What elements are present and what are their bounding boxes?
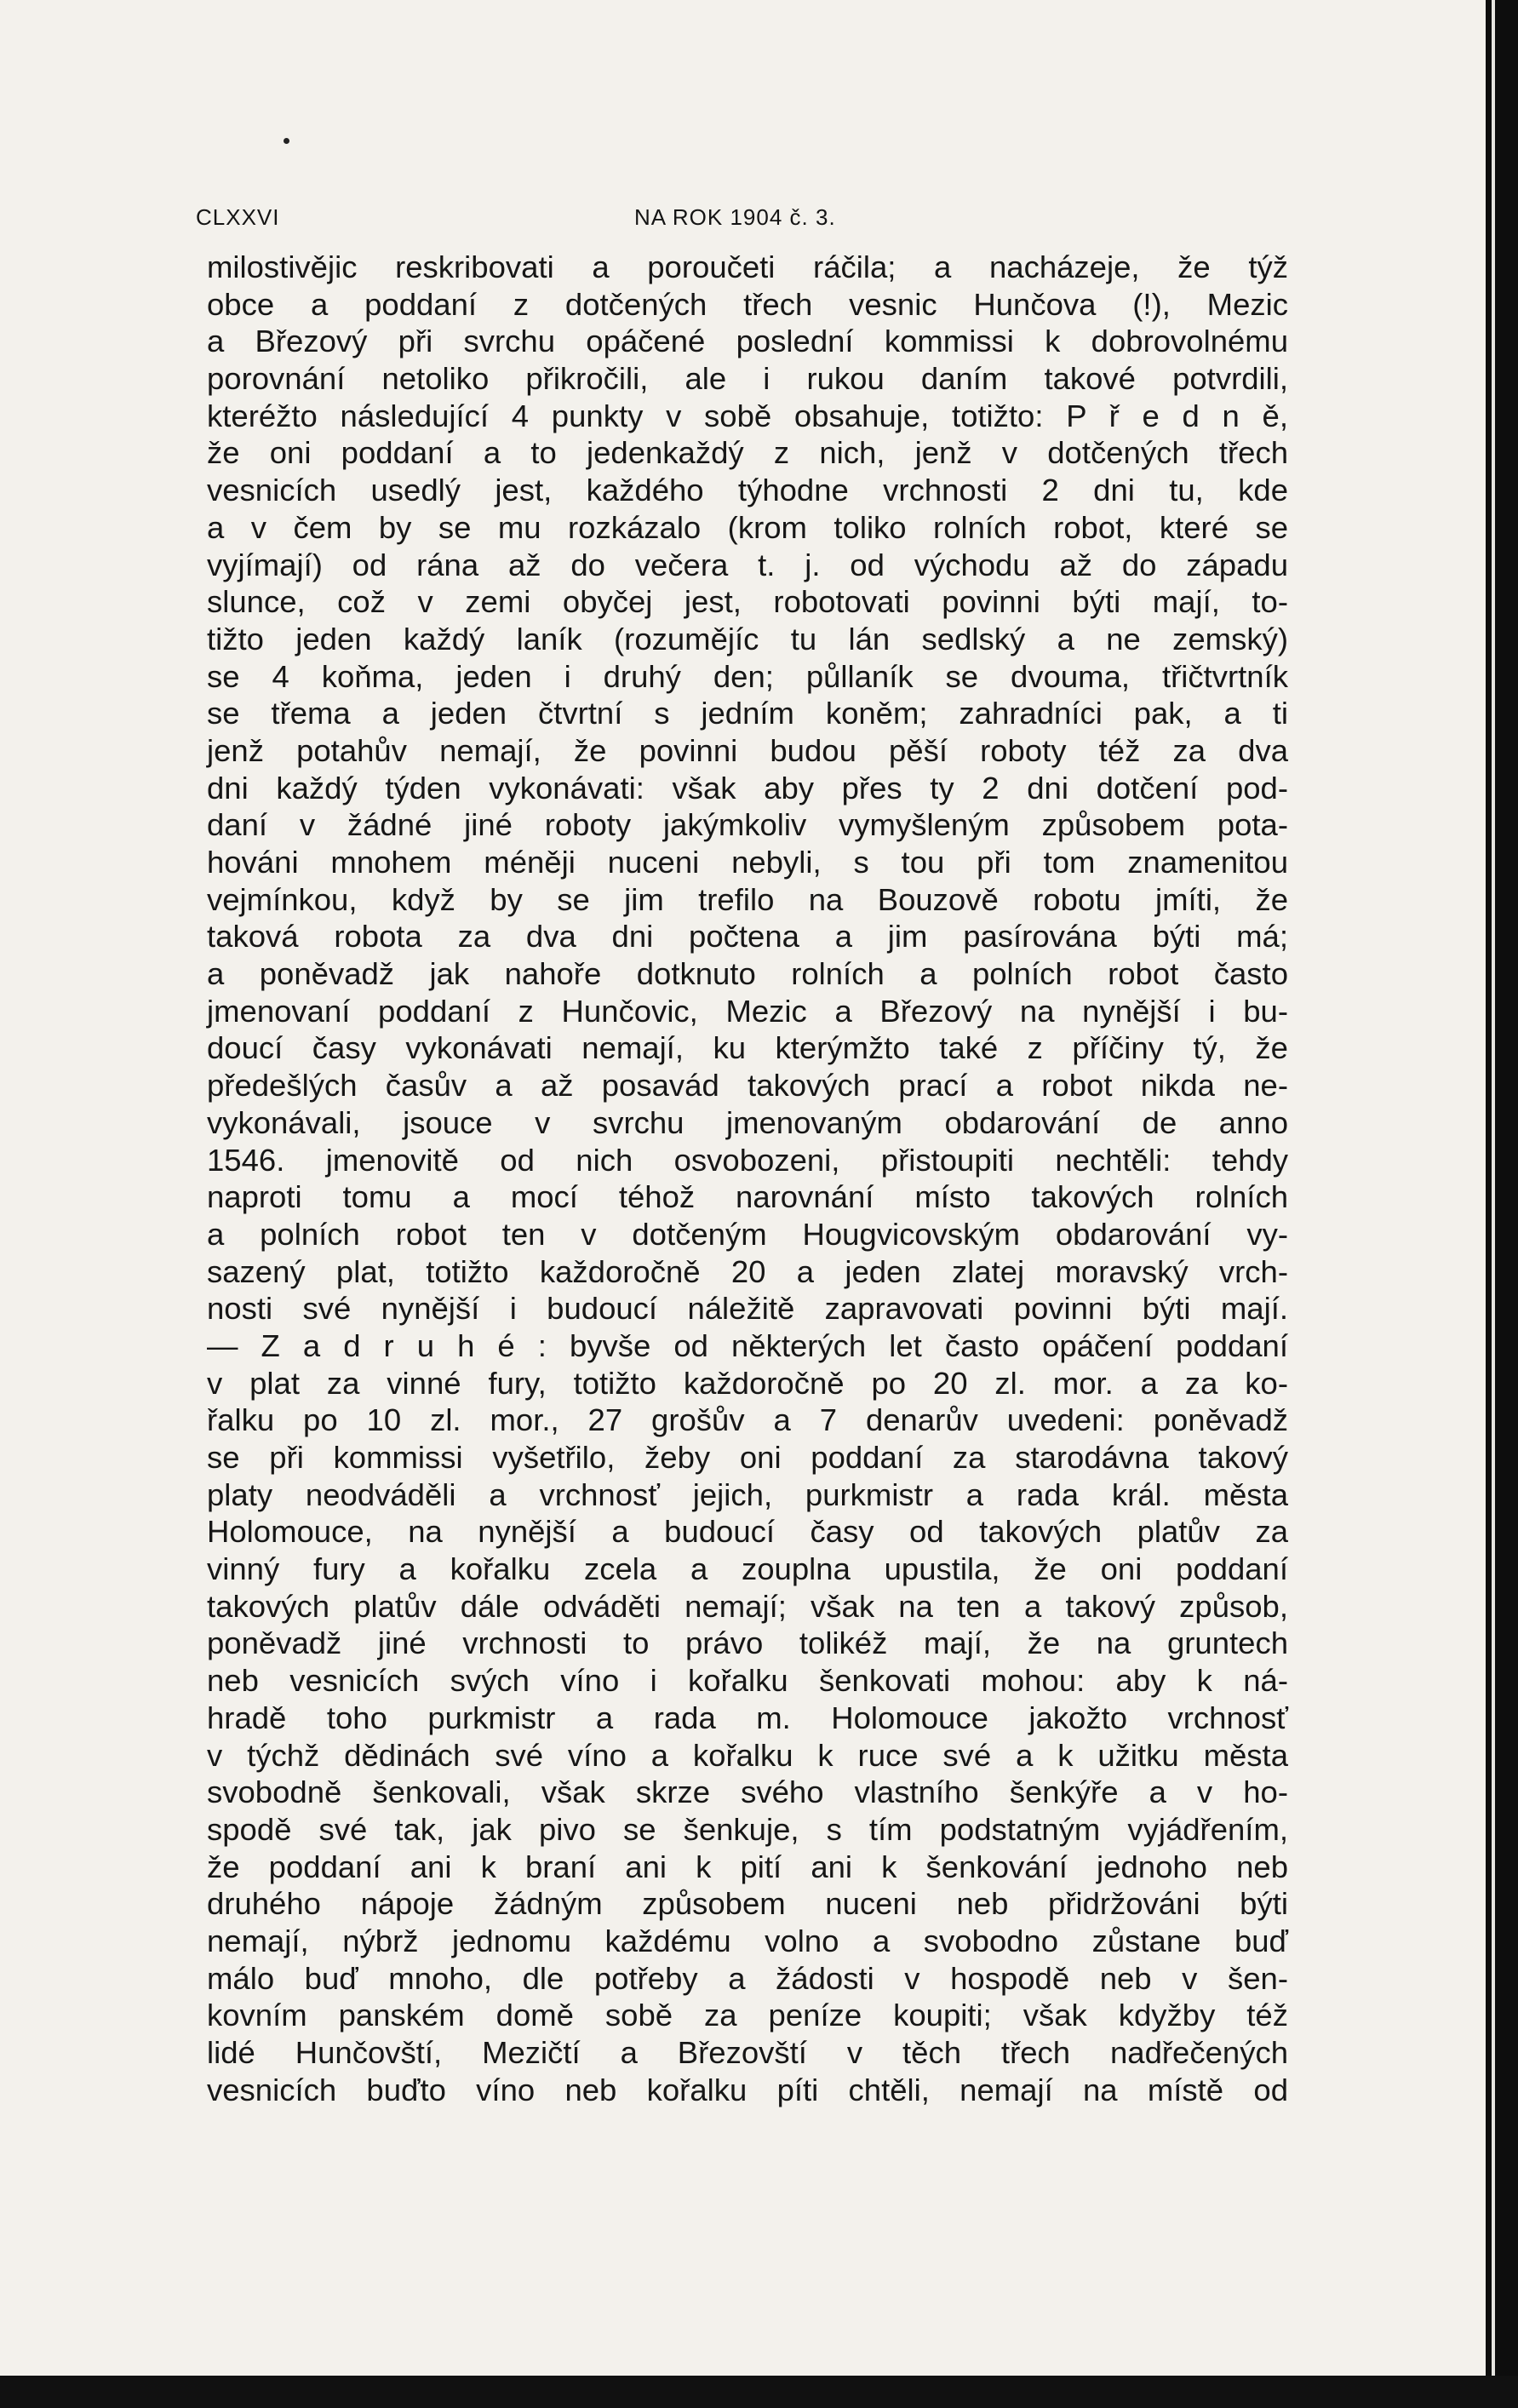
text-line: naproti tomu a mocí téhož narovnání místo takových rolních	[207, 1179, 1288, 1215]
text-line: vinný fury a kořalku zcela a zouplna upustila, že oni poddaní	[207, 1551, 1288, 1587]
body-text	[207, 249, 1288, 2108]
text-line: dni každý týden vykonávati: však aby přes ty 2 dni dotčení pod-	[207, 770, 1288, 806]
scan-bottom-shadow	[0, 2376, 1518, 2408]
text-line: Holomouce, na nynější a budoucí časy od takových platův za	[207, 1514, 1288, 1550]
text-line: — Z a d r u h é : byvše od některých let často opáčení poddaní	[207, 1327, 1288, 1363]
text-line: že oni poddaní a to jedenkaždý z nich, jenž v dotčených třech	[207, 435, 1288, 471]
text-line: vejmínkou, když by se jim trefilo na Bouzově robotu jmíti, že	[207, 881, 1288, 917]
text-line: vyjímají) od rána až do večera t. j. od východu až do západu	[207, 547, 1288, 582]
text-line: porovnání netoliko přikročili, ale i rukou daním takové potvrdili,	[207, 361, 1288, 397]
text-line: platy neodváděli a vrchnosť jejich, purkmistr a rada král. města	[207, 1476, 1288, 1512]
text-line: a v čem by se mu rozkázalo (krom toliko rolních robot, které se	[207, 509, 1288, 545]
text-line: tižto jeden každý laník (rozumějíc tu lán sedlský a ne zemský)	[207, 621, 1288, 656]
text-line: že poddaní ani k braní ani k pití ani k šenkování jednoho neb	[207, 1849, 1288, 1884]
text-line: spodě své tak, jak pivo se šenkuje, s tím podstatným vyjádřením,	[207, 1811, 1288, 1847]
running-header	[170, 204, 1311, 238]
text-line: a Březový při svrchu opáčené poslední kommissi k dobrovolnému	[207, 324, 1288, 359]
text-line: vykonávali, jsouce v svrchu jmenovaným obdarování de anno	[207, 1104, 1288, 1140]
text-line: se třema a jeden čtvrtní s jedním koněm; zahradníci pak, a ti	[207, 696, 1288, 731]
text-line: taková robota za dva dni počtena a jim pasírována býti má;	[207, 919, 1288, 955]
text-line: vesnicích usedlý jest, každého týhodne vrchnosti 2 dni tu, kde	[207, 473, 1288, 508]
text-line: nemají, nýbrž jednomu každému volno a svobodno zůstane buď	[207, 1923, 1288, 1958]
text-line: svobodně šenkovali, však skrze svého vlastního šenkýře a v ho-	[207, 1774, 1288, 1810]
text-line: poněvadž jiné vrchnosti to právo tolikéž mají, že na gruntech	[207, 1625, 1288, 1661]
scan-edge-line	[1492, 0, 1495, 2408]
scan-edge	[1486, 0, 1518, 2408]
text-line: se 4 koňma, jeden i druhý den; půllaník se dvouma, třičtvrtník	[207, 658, 1288, 694]
page-number: CLXXVI	[196, 204, 280, 230]
text-line: hováni mnohem méněji nuceni nebyli, s tou při tom znamenitou	[207, 845, 1288, 880]
text-line: milostivějic reskribovati a poroučeti ráčila; a nacházeje, že týž	[207, 249, 1288, 284]
text-line: doucí časy vykonávati nemají, ku kterýmžto také z příčiny tý, že	[207, 1030, 1288, 1066]
text-line: druhého nápoje žádným způsobem nuceni neb přidržováni býti	[207, 1886, 1288, 1922]
text-line: neb vesnicích svých víno i kořalku šenkovati mohou: aby k ná-	[207, 1663, 1288, 1699]
text-line: daní v žádné jiné roboty jakýmkoliv vymyšleným způsobem pota-	[207, 807, 1288, 843]
text-line: jmenovaní poddaní z Hunčovic, Mezic a Březový na nynější i bu-	[207, 993, 1288, 1029]
text-line: kteréžto následující 4 punkty v sobě obsahuje, totižto: P ř e d n ě,	[207, 398, 1288, 433]
text-line: takových platův dále odváděti nemají; však na ten a takový způsob,	[207, 1588, 1288, 1624]
text-line: předešlých časův a až posavád takových prací a robot nikda ne-	[207, 1068, 1288, 1104]
text-line: obce a poddaní z dotčených třech vesnic Hunčova (!), Mezic	[207, 286, 1288, 322]
text-line: vesnicích buďto víno neb kořalku píti chtěli, nemají na místě od	[207, 2072, 1288, 2107]
text-line: kovním panském domě sobě za peníze koupiti; však kdyžby též	[207, 1998, 1288, 2033]
running-title: NA ROK 1904 č. 3.	[634, 204, 836, 230]
text-line: lidé Hunčovští, Mezičtí a Březovští v těch třech nadřečených	[207, 2035, 1288, 2070]
text-line: jenž potahův nemají, že povinni budou pěší roboty též za dva	[207, 732, 1288, 768]
text-line: slunce, což v zemi obyčej jest, robotovati povinni býti mají, to-	[207, 584, 1288, 620]
text-line: málo buď mnoho, dle potřeby a žádosti v hospodě neb v šen-	[207, 1960, 1288, 1996]
text-line: a poněvadž jak nahoře dotknuto rolních a polních robot často	[207, 956, 1288, 992]
text-line: se při kommissi vyšetřilo, žeby oni poddaní za starodávna takový	[207, 1440, 1288, 1475]
text-line: a polních robot ten v dotčeným Hougvicovským obdarování vy-	[207, 1216, 1288, 1252]
text-line: v týchž dědinách své víno a kořalku k ruce své a k užitku města	[207, 1737, 1288, 1773]
text-line: hradě toho purkmistr a rada m. Holomouce jakožto vrchnosť	[207, 1700, 1288, 1735]
text-line: nosti své nynější i budoucí náležitě zapravovati povinni býti mají.	[207, 1291, 1288, 1327]
text-line: 1546. jmenovitě od nich osvobozeni, přistoupiti nechtěli: tehdy	[207, 1142, 1288, 1178]
text-line: sazený plat, totižto každoročně 20 a jeden zlatej moravský vrch-	[207, 1253, 1288, 1289]
text-line: v plat za vinné fury, totižto každoročně po 20 zl. mor. a za ko-	[207, 1365, 1288, 1401]
ink-speck	[284, 138, 289, 144]
text-line: řalku po 10 zl. mor., 27 grošův a 7 denarův uvedeni: poněvadž	[207, 1402, 1288, 1438]
